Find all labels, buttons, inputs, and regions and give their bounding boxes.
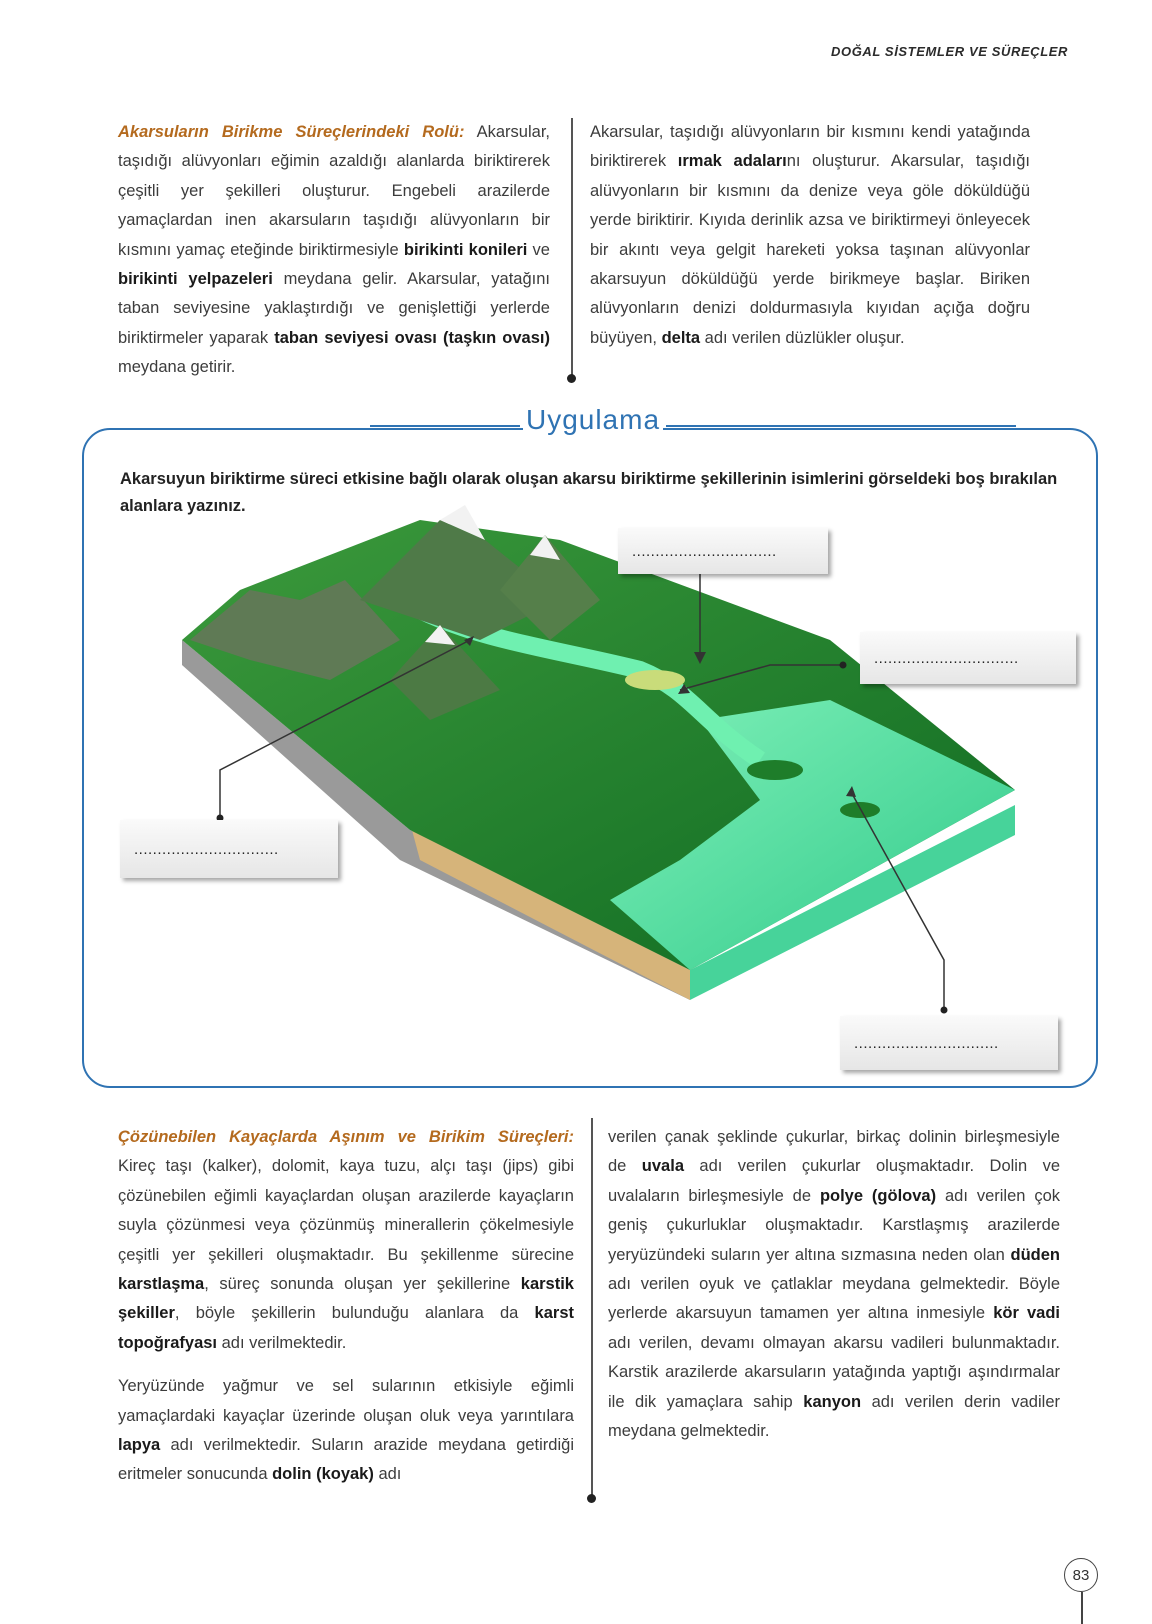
column-divider bbox=[591, 1118, 593, 1498]
uvala-paragraph bbox=[608, 1123, 1060, 1446]
answer-box-4[interactable]: ............................... bbox=[840, 1016, 1058, 1070]
term: birikinti yelpazeleri bbox=[118, 270, 273, 289]
term: karst topoğrafyası bbox=[118, 1304, 574, 1352]
delta-island bbox=[747, 760, 803, 780]
bottom-right-column bbox=[608, 1123, 1060, 1446]
term: ırmak adaları bbox=[677, 152, 787, 171]
page-number-rule bbox=[1081, 1592, 1083, 1624]
section-heading: Çözünebilen Kayaçlarda Aşınım ve Birikim Süreçleri: bbox=[118, 1128, 574, 1146]
term: lapya bbox=[118, 1436, 161, 1455]
term: kör vadi bbox=[993, 1304, 1060, 1323]
text-run: meydana getirir. bbox=[118, 358, 236, 377]
text-run: adı verilen çukurlar oluşmaktadır. Dolin ve uvalaların birleşmesiyle de bbox=[608, 1157, 1061, 1205]
term: uvala bbox=[641, 1157, 684, 1176]
term: polye (gölova) bbox=[819, 1186, 937, 1205]
text-run: , süreç sonunda oluşan yer şekillerine bbox=[204, 1275, 521, 1294]
section-heading: Akarsuların Birikme Süreçlerindeki Rolü: bbox=[118, 123, 465, 141]
lapya-paragraph bbox=[118, 1372, 574, 1490]
text-run: Yeryüzünde yağmur ve sel sularının etkisiyle eğimli yamaçlardaki kayaçlar üzerinde oluşan oluk veya yarıntılara bbox=[118, 1377, 574, 1425]
text-run: Akarsular, taşıdığı alüvyonları eğimin azaldığı alanlarda biriktirerek çeşitli yer şekilleri oluşturur. Engebeli arazilerde yamaçlardan inen akarsuların taşıdığı alüvyonların bir kısmını yamaç eteğinde biriktirmesiyle bbox=[118, 123, 550, 259]
term: karstlaşma bbox=[118, 1275, 205, 1294]
answer-box-2[interactable]: ............................... bbox=[860, 632, 1076, 684]
bottom-left-column bbox=[118, 1123, 574, 1490]
term: karstik şekiller bbox=[118, 1275, 574, 1323]
river-island bbox=[625, 670, 685, 690]
text-run: adı bbox=[373, 1465, 402, 1484]
text-run: ve bbox=[527, 240, 550, 259]
activity-question: Akarsuyun biriktirme süreci etkisine bağlı olarak oluşan akarsu biriktirme şekillerinin isimlerini görseldeki boş bırakılan alanlara yazınız. bbox=[120, 470, 1058, 515]
text-run: adı verilmektedir. bbox=[217, 1333, 347, 1352]
term: dolin (koyak) bbox=[272, 1465, 374, 1484]
term: kanyon bbox=[803, 1392, 862, 1411]
page-number: 83 bbox=[1064, 1558, 1098, 1592]
leader-dot bbox=[941, 1007, 948, 1014]
term: birikinti konileri bbox=[403, 240, 528, 259]
karst-paragraph bbox=[118, 1123, 574, 1358]
text-run: , böyle şekillerin bulunduğu alanlara da bbox=[174, 1304, 535, 1323]
leader-dot bbox=[840, 662, 847, 669]
text-run: nı oluşturur. Akarsular, taşıdığı alüvyonların bir kısmını da denize veya göle döküldüğü yerde biriktirir. Kıyıda derinlik azsa ve biriktirmeyi önleyecek bir akıntı veya gelgit hareketi yoksa taşınan alüvyonlar akarsuyun döküldüğü yerde birikmeye başlar. Biriken alüvyonların denizi doldurmasıyla kıyıdan açığa doğru büyüyen, bbox=[590, 152, 1030, 347]
term: taban seviyesi ovası (taşkın ovası) bbox=[274, 328, 550, 347]
text-run: adı verilen çok geniş çukurluklar oluşmaktadır. Karstlaşmış arazilerde yeryüzündeki suların yer altına sızmasına neden olan bbox=[608, 1186, 1060, 1264]
text-run: Akarsular, taşıdığı alüvyonların bir kısmını kendi yatağında biriktirerek bbox=[590, 123, 1030, 171]
text-run: adı verilen düzlükler oluşur. bbox=[700, 328, 905, 347]
delta-island bbox=[840, 802, 880, 818]
text-run: adı verilmektedir. Suların arazide meydana getirdiği eritmeler sonucunda bbox=[118, 1436, 574, 1484]
answer-box-3[interactable]: ............................... bbox=[120, 820, 338, 878]
term: delta bbox=[661, 328, 701, 347]
activity-title: Uygulama bbox=[523, 404, 663, 436]
divider-dot bbox=[587, 1494, 596, 1503]
text-run: meydana gelir. Akarsular, yatağını taban seviyesine yaklaştırdığı ve genişlettiği yerlerde biriktirmeler yaparak bbox=[118, 270, 551, 347]
text-run: Kireç taşı (kalker), dolomit, kaya tuzu, alçı taşı (jips) gibi çözünebilen eğimli kayaçlardan oluşan arazilerde kayaçların suyla çözünmesi veya çözünmüş minerallerin çökelmesiyle çeşitli yer şekilleri oluşmaktadır. Bu şekillenme sürecine bbox=[118, 1157, 574, 1264]
term: düden bbox=[1010, 1245, 1060, 1264]
text-run: adı verilen derin vadiler meydana gelmektedir. bbox=[608, 1392, 1060, 1441]
text-run: verilen çanak şeklinde çukurlar, birkaç dolinin birleşmesiyle de bbox=[608, 1128, 1060, 1176]
text-run: adı verilen, devamı olmayan akarsu vadileri bulunmaktadır. Karstik arazilerde akarsuların yatağında yaptığı aşındırmalar ile dik yamaçlara sahip bbox=[608, 1333, 1060, 1411]
answer-box-1[interactable]: ............................... bbox=[618, 528, 828, 574]
running-header: DOĞAL SİSTEMLER VE SÜREÇLER bbox=[831, 44, 1068, 59]
text-run: adı verilen oyuk ve çatlaklar meydana gelmektedir. Böyle yerlerde akarsuyun tamamen yer altına inmesiyle bbox=[608, 1275, 1060, 1323]
